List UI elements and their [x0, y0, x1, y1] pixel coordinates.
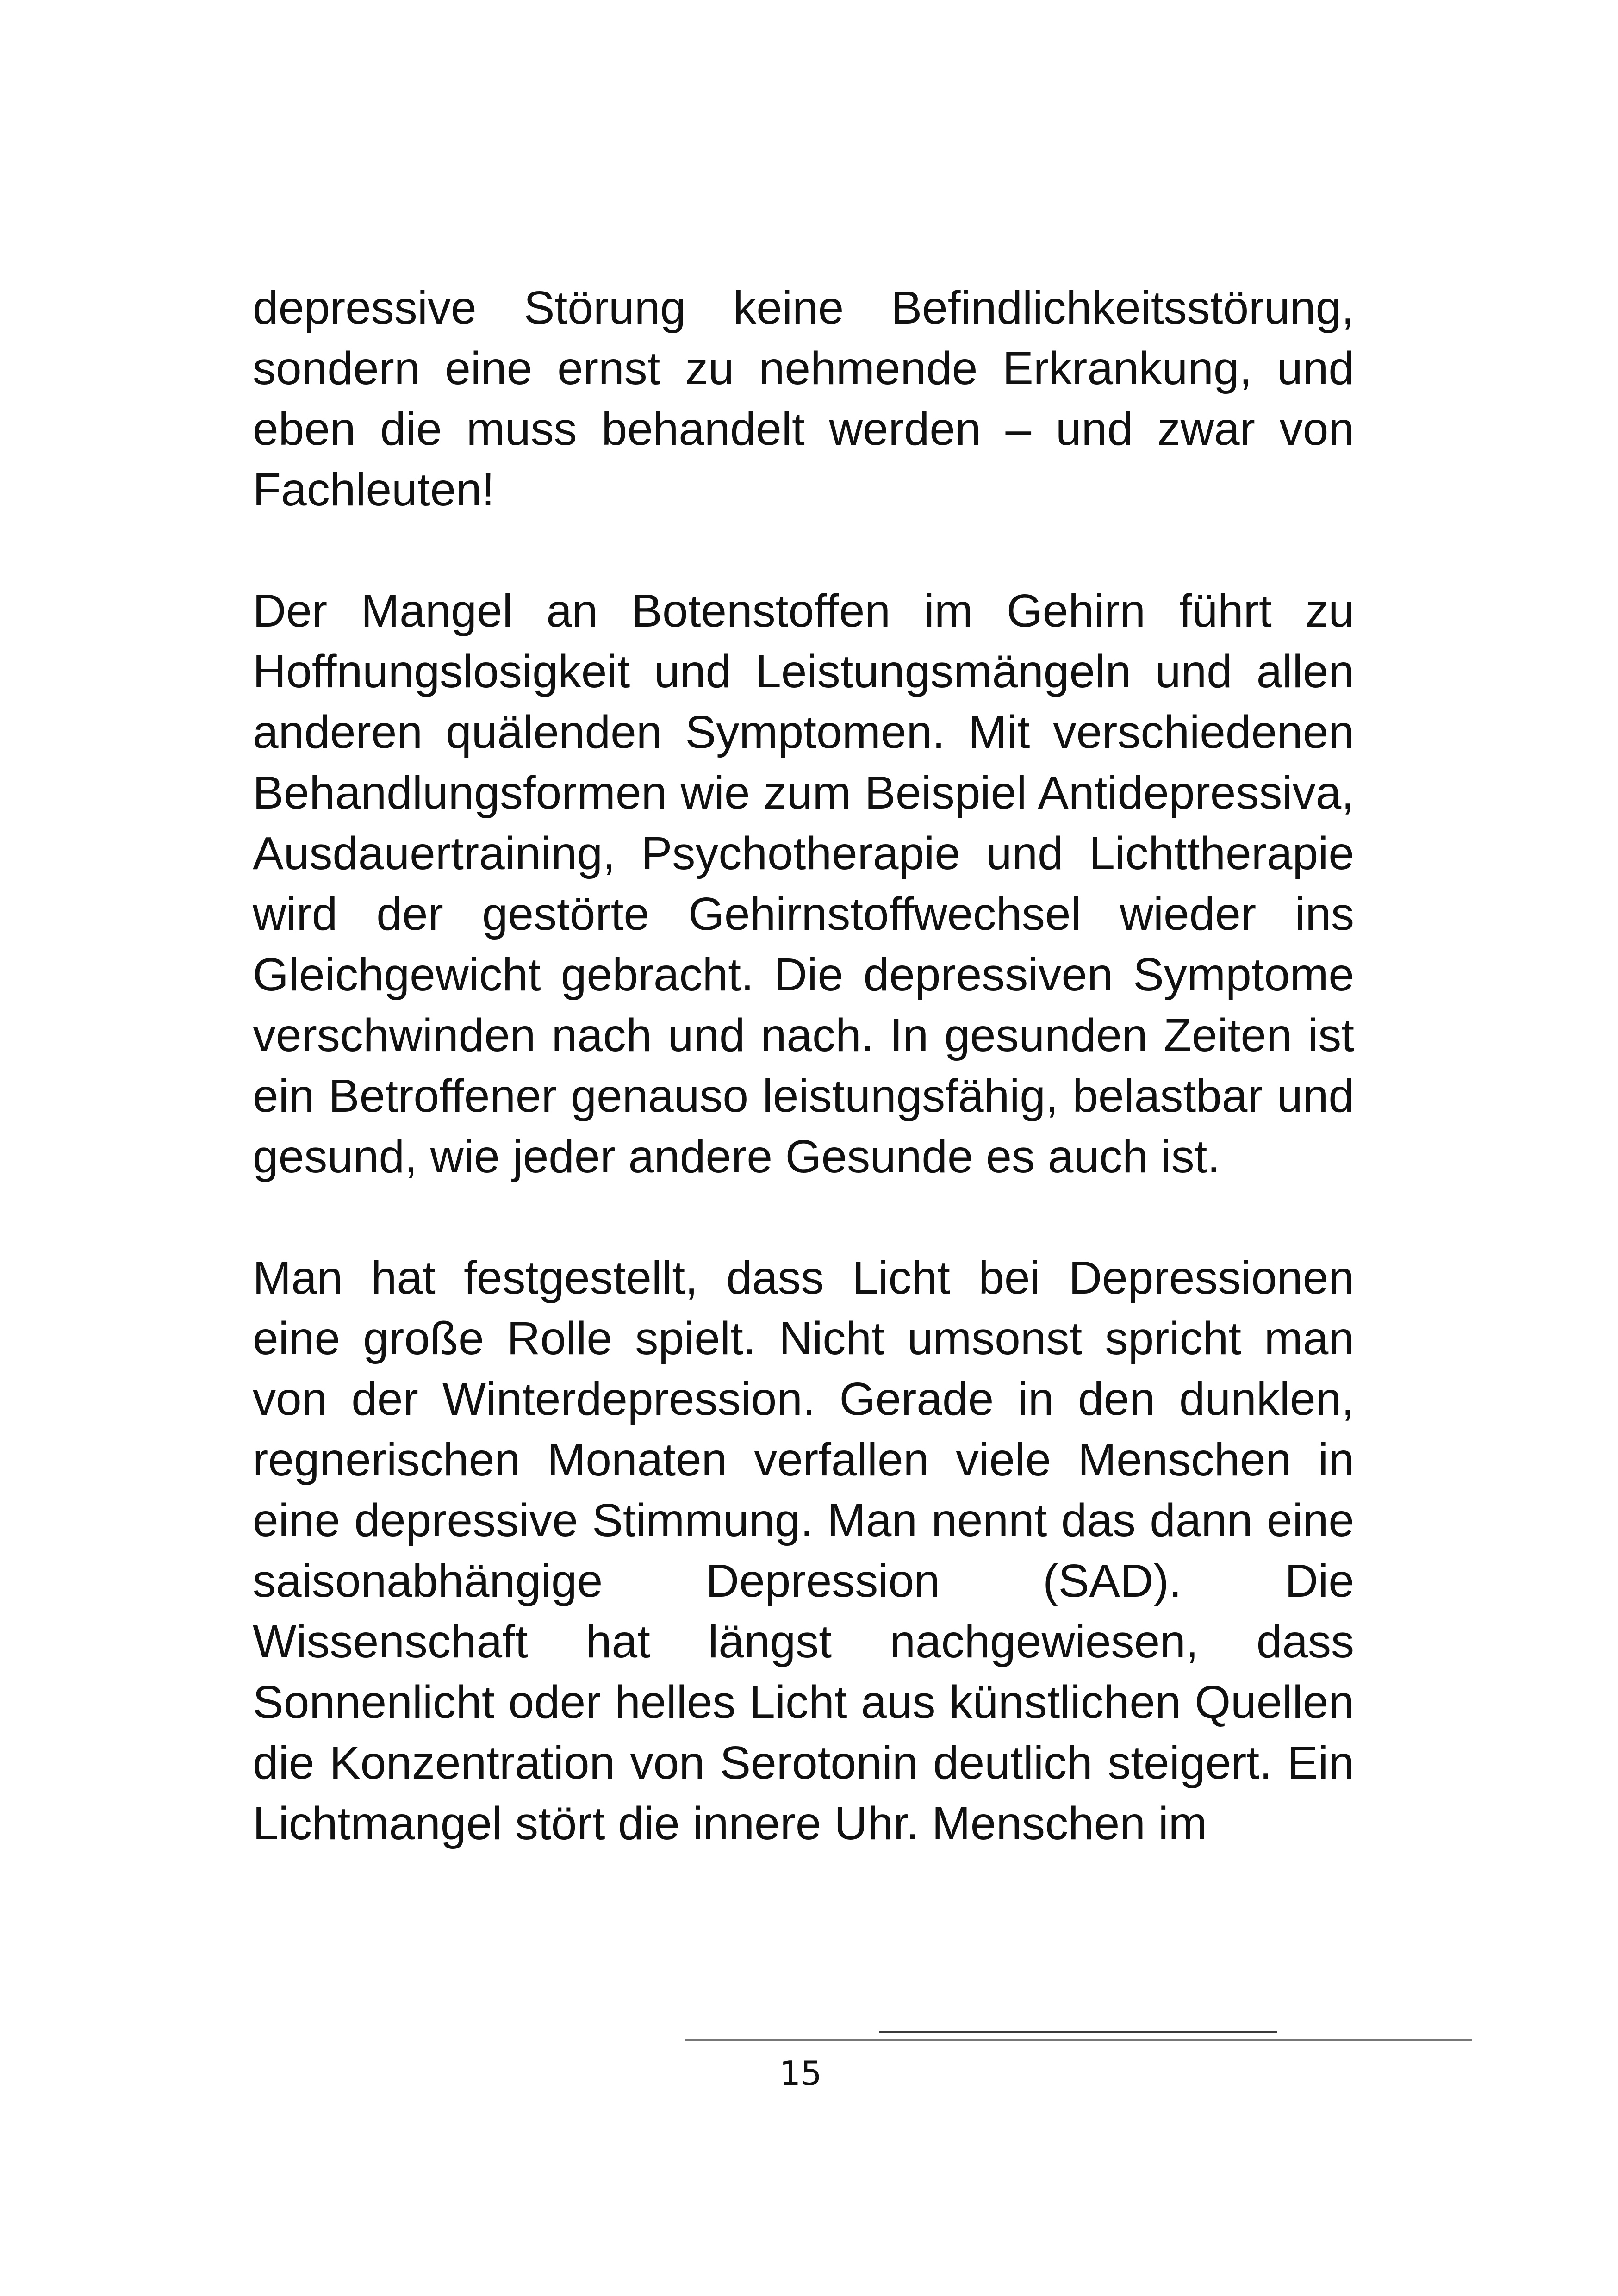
footer-rule: [685, 2039, 1472, 2041]
body-text: [253, 278, 1354, 1854]
paragraph-depressive-disorder: depressive Störung keine Befindlichkeitsstörung, sondern eine ernst zu nehmende Erkrankung, und eben die muss behandelt werden – und zwar von Fachleuten!: [253, 282, 1354, 516]
paragraph-light-and-depression: Man hat festgestellt, dass Licht bei Depressionen eine große Rolle spielt. Nicht umsonst spricht man von der Winterdepression. Gerade in den dunklen, regnerischen Monaten verfallen viele Menschen in eine depressive Stimmung. Man nennt das dann eine saisonabhängige Depression (SAD). Die Wissenschaft hat längst nachgewiesen, dass Sonnenlicht oder helles Licht aus künstlichen Quellen die Konzentration von Serotonin deutlich steigert. Ein Lichtmangel stört die innere Uhr. Menschen im: [253, 1252, 1354, 1849]
footer-rule-accent: [879, 2031, 1277, 2033]
paragraph-neurotransmitters: Der Mangel an Botenstoffen im Gehirn führt zu Hoffnungslosigkeit und Leistungsmängeln und allen anderen quälenden Symptomen. Mit verschiedenen Behandlungsformen wie zum Beispiel Antidepressiva, Ausdauertraining, Psychotherapie und Lichttherapie wird der gestörte Gehirnstoffwechsel wieder ins Gleichgewicht gebracht. Die depressiven Symptome verschwinden nach und nach. In gesunden Zeiten ist ein Betroffener genauso leistungsfähig, belastbar und gesund, wie jeder andere Gesunde es auch ist.: [253, 585, 1354, 1182]
page-number: 15: [779, 2054, 822, 2093]
